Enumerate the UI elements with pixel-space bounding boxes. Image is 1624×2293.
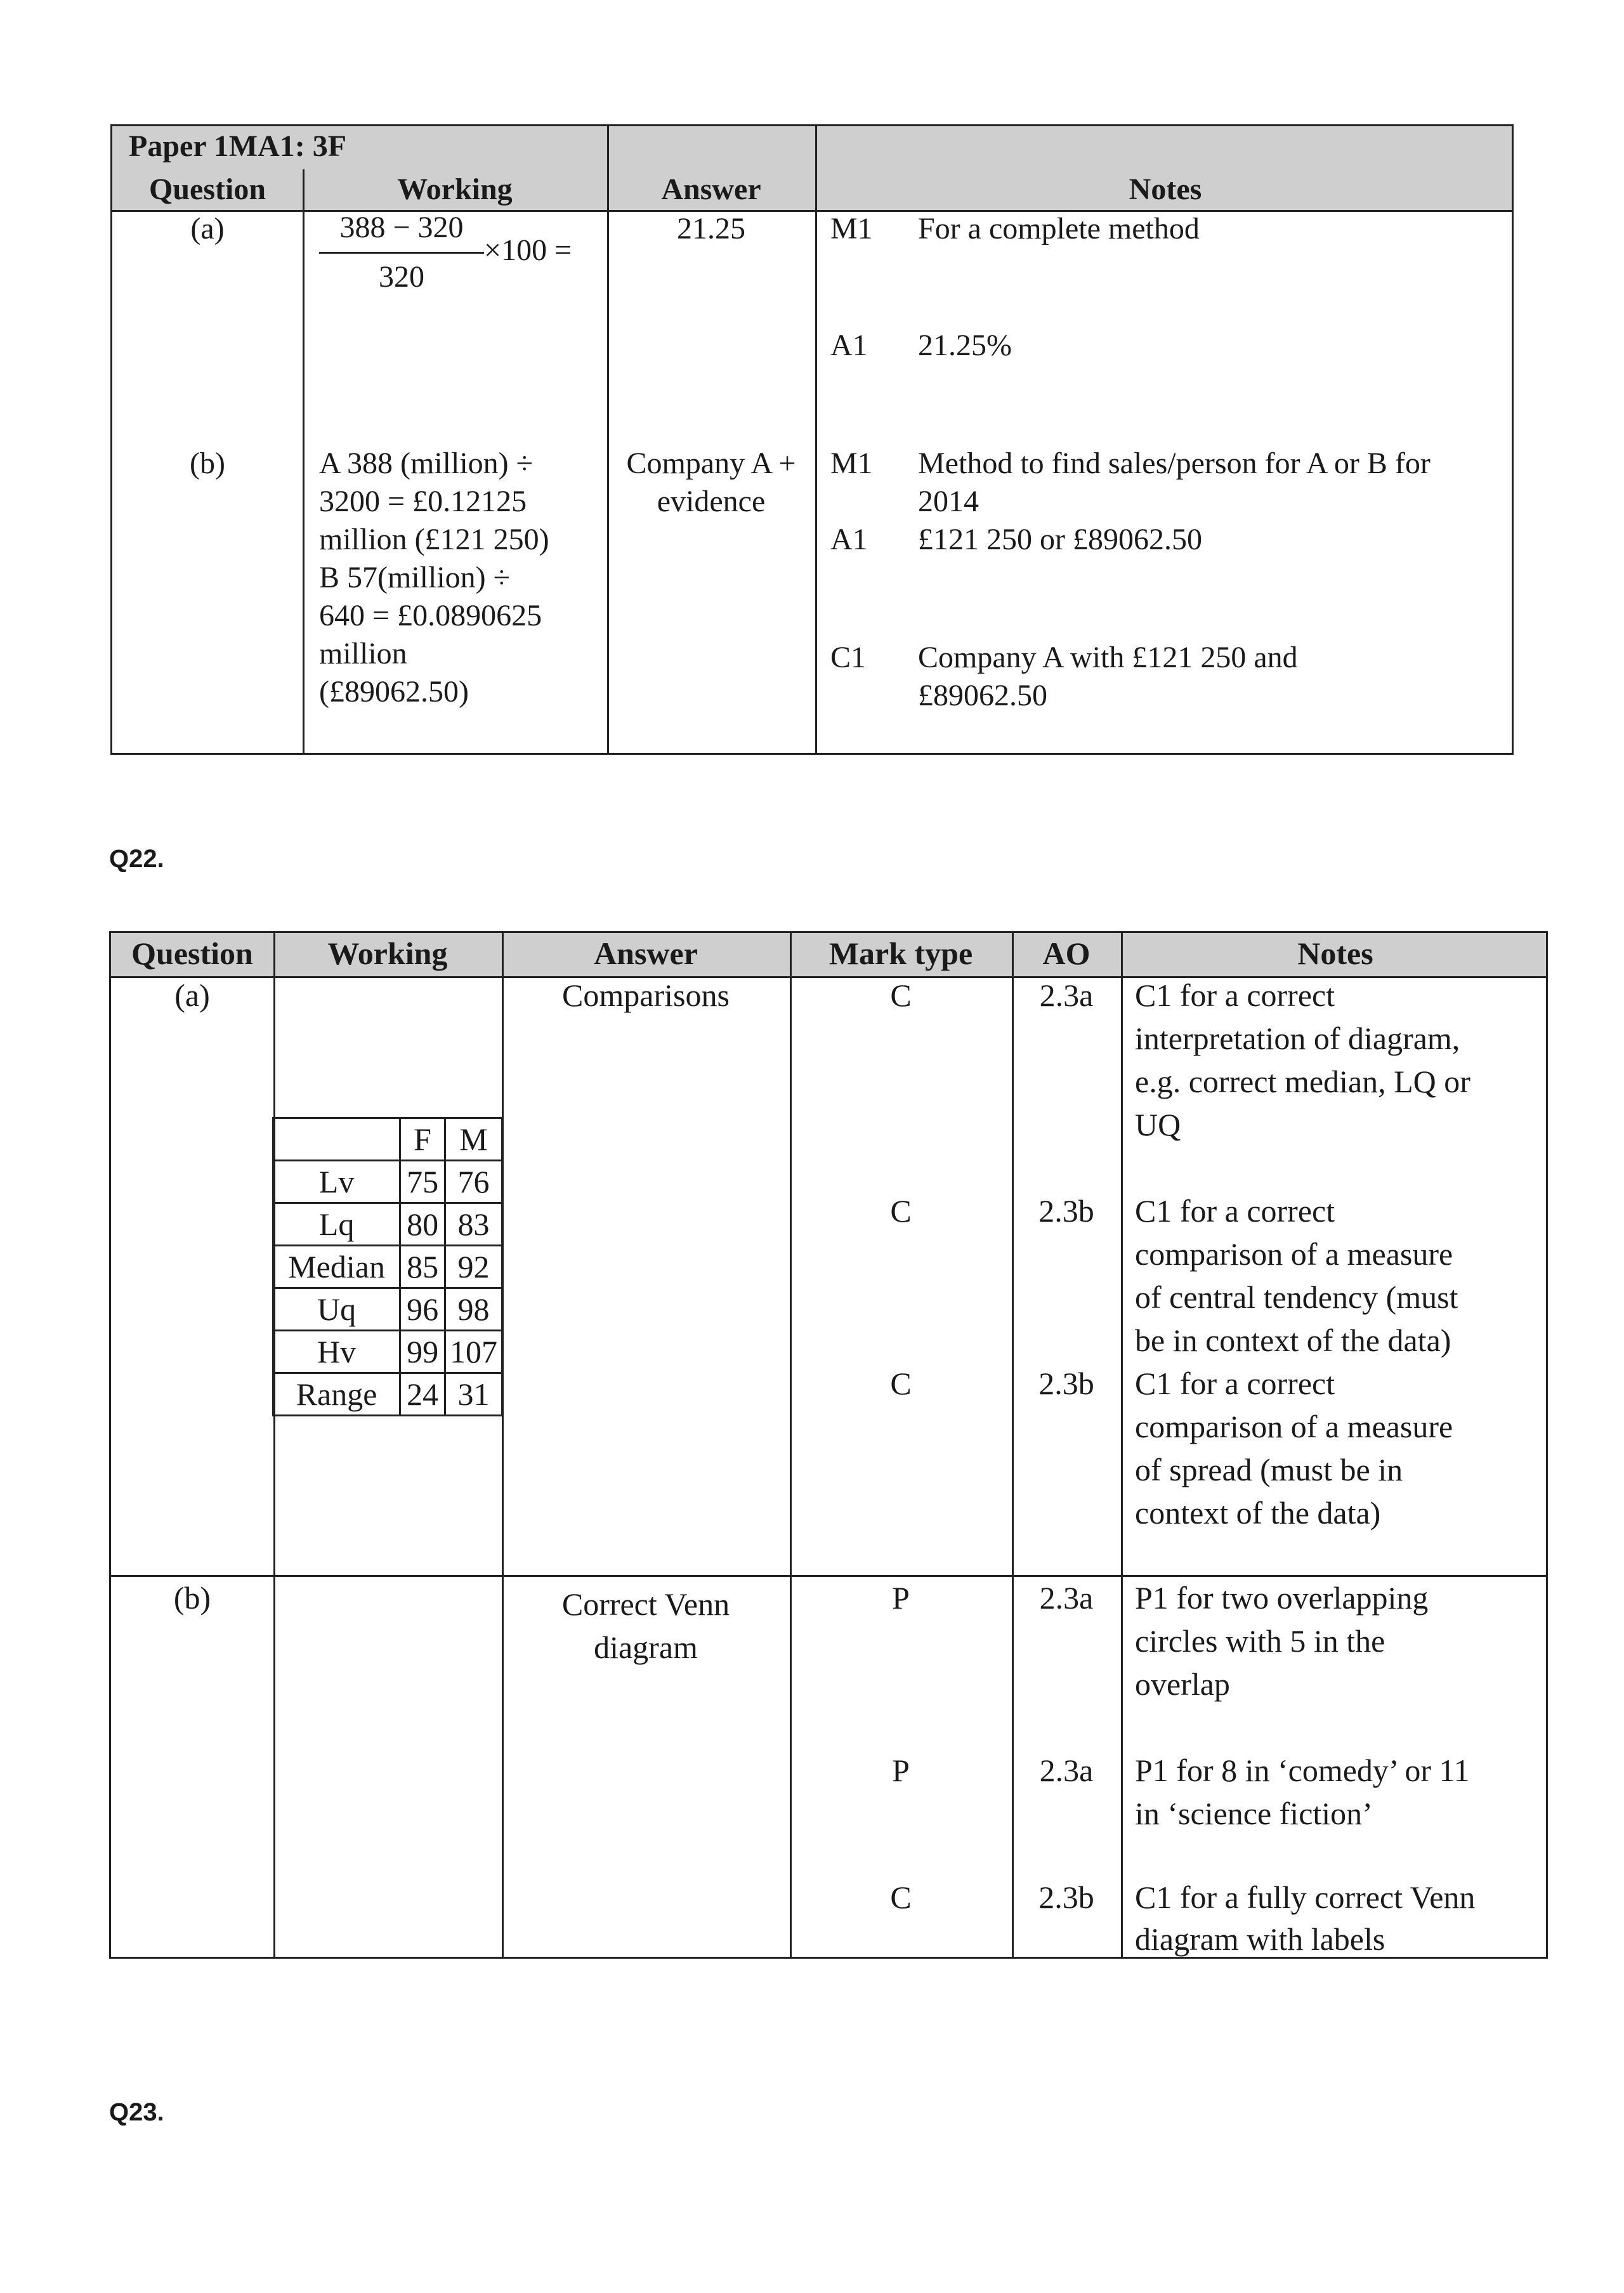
col-divider: [1121, 933, 1123, 1957]
mark-type: P: [892, 1580, 910, 1616]
table-cell: Lq: [273, 1203, 400, 1246]
mark-note: Company A with £121 250 and: [918, 641, 1298, 674]
question-label-q22: Q22.: [109, 845, 164, 873]
table-cell: 31: [445, 1373, 502, 1416]
working-line: 3200 = £0.12125: [319, 485, 527, 518]
mark-ao: 2.3b: [1038, 1879, 1094, 1915]
part-b-label: (b): [190, 447, 225, 480]
mark-note: P1 for two overlapping: [1135, 1580, 1429, 1616]
fraction-numerator: 388 − 320: [339, 211, 464, 244]
mark-note: of spread (must be in: [1135, 1452, 1403, 1487]
fraction-bar: [319, 252, 484, 254]
table-row: [273, 1161, 502, 1203]
mark-note: P1 for 8 in ‘comedy’ or 11: [1135, 1753, 1470, 1788]
mark-type: C: [890, 1193, 912, 1229]
table-cell: 24: [400, 1373, 445, 1416]
mark-note: e.g. correct median, LQ or: [1135, 1064, 1470, 1099]
mark-code: M1: [830, 212, 873, 245]
mark-note: C1 for a correct: [1135, 1366, 1335, 1401]
table-cell: M: [445, 1118, 502, 1161]
mark-ao: 2.3a: [1039, 977, 1094, 1013]
working-line: million: [319, 637, 407, 670]
col-divider: [1012, 933, 1014, 1957]
mark-ao: 2.3a: [1039, 1580, 1094, 1616]
part-a-label: (a): [174, 977, 210, 1013]
mark-note: in ‘science fiction’: [1135, 1796, 1373, 1831]
mark-note: circles with 5 in the: [1135, 1623, 1385, 1659]
mark-type: C: [890, 1879, 912, 1915]
table-cell: Median: [273, 1246, 400, 1288]
mark-type: C: [890, 1366, 912, 1401]
part-a-label: (a): [190, 212, 225, 245]
header-notes: Notes: [1129, 173, 1202, 206]
table-cell: [273, 1118, 400, 1161]
mark-note: be in context of the data): [1135, 1323, 1451, 1358]
mark-note: £121 250 or £89062.50: [918, 523, 1202, 556]
table-row: [273, 1373, 502, 1416]
working-line: B 57(million) ÷: [319, 561, 511, 594]
header-question: Question: [148, 173, 266, 206]
header-mark-type: Mark type: [828, 936, 973, 971]
mark-note: C1 for a correct: [1135, 1193, 1335, 1229]
table-cell: 75: [400, 1161, 445, 1203]
header-working: Working: [397, 173, 513, 206]
table-cell: 83: [445, 1203, 502, 1246]
mark-note: of central tendency (must: [1135, 1279, 1458, 1315]
header-notes: Notes: [1297, 936, 1373, 971]
mark-code: A1: [830, 523, 868, 556]
answer-line: Company A +: [626, 447, 796, 480]
mark-note: context of the data): [1135, 1495, 1381, 1531]
table-row: [273, 1331, 502, 1373]
col-divider: [502, 933, 504, 1957]
table-row: [273, 1288, 502, 1331]
mark-note: comparison of a measure: [1135, 1236, 1453, 1272]
table-cell: 96: [400, 1288, 445, 1331]
answer-line: Correct Venn: [561, 1586, 730, 1622]
table-cell: Hv: [273, 1331, 400, 1373]
mark-code: C1: [830, 641, 867, 674]
table-cell: 107: [445, 1331, 502, 1373]
mark-type: C: [890, 977, 912, 1013]
table-header-row: [273, 1118, 502, 1161]
table-cell: 76: [445, 1161, 502, 1203]
mark-note: 2014: [918, 485, 979, 518]
table-cell: Range: [273, 1373, 400, 1416]
col-divider: [790, 933, 792, 1957]
table-cell: 99: [400, 1331, 445, 1373]
box-plot-summary-table: [272, 1117, 503, 1416]
paper-title: Paper 1MA1: 3F: [129, 129, 347, 163]
working-line: million (£121 250): [319, 523, 549, 556]
table-cell: 80: [400, 1203, 445, 1246]
mark-note: comparison of a measure: [1135, 1409, 1453, 1444]
mark-note: For a complete method: [918, 212, 1200, 245]
fraction-denominator: 320: [379, 260, 424, 294]
table-cell: 92: [445, 1246, 502, 1288]
mark-note: 21.25%: [918, 329, 1012, 362]
table-cell: 98: [445, 1288, 502, 1331]
mark-note: interpretation of diagram,: [1135, 1021, 1460, 1056]
mark-scheme-table-paper: [110, 124, 1514, 755]
answer-line: evidence: [657, 485, 766, 518]
mark-note: UQ: [1135, 1107, 1181, 1142]
part-a-answer: 21.25: [677, 212, 745, 245]
header-answer: Answer: [594, 936, 698, 971]
mark-scheme-table-q22: [109, 931, 1548, 1959]
fraction-multiplier: ×100 =: [484, 233, 572, 267]
header-question: Question: [131, 936, 253, 971]
table-cell: Lv: [273, 1161, 400, 1203]
table-cell: Uq: [273, 1288, 400, 1331]
mark-note: C1 for a fully correct Venn: [1135, 1879, 1476, 1915]
table-cell: 85: [400, 1246, 445, 1288]
working-line: (£89062.50): [319, 675, 469, 709]
question-label-q23: Q23.: [109, 2098, 164, 2126]
working-line: 640 = £0.0890625: [319, 599, 542, 632]
mark-ao: 2.3b: [1038, 1366, 1094, 1401]
part-a-answer: Comparisons: [562, 977, 730, 1013]
col-divider: [815, 126, 817, 753]
mark-note: overlap: [1135, 1666, 1230, 1702]
mark-ao: 2.3a: [1039, 1753, 1094, 1788]
answer-line: diagram: [594, 1630, 698, 1665]
col-divider: [273, 933, 275, 1957]
col-divider: [303, 169, 304, 753]
header-ao: AO: [1042, 936, 1090, 971]
mark-ao: 2.3b: [1038, 1193, 1094, 1229]
table-row: [273, 1246, 502, 1288]
working-line: A 388 (million) ÷: [319, 447, 534, 480]
header-working: Working: [327, 936, 448, 971]
mark-code: A1: [830, 329, 868, 362]
mark-code: M1: [830, 447, 873, 480]
part-b-label: (b): [173, 1580, 211, 1616]
mark-note: C1 for a correct: [1135, 977, 1335, 1013]
mark-type: P: [892, 1753, 910, 1788]
mark-note: £89062.50: [918, 679, 1047, 712]
row-divider: [111, 1575, 1546, 1577]
mark-note: Method to find sales/person for A or B for: [918, 447, 1431, 480]
mark-note: diagram with labels: [1135, 1921, 1385, 1957]
table-row: [273, 1203, 502, 1246]
header-answer: Answer: [661, 173, 761, 206]
table-cell: F: [400, 1118, 445, 1161]
